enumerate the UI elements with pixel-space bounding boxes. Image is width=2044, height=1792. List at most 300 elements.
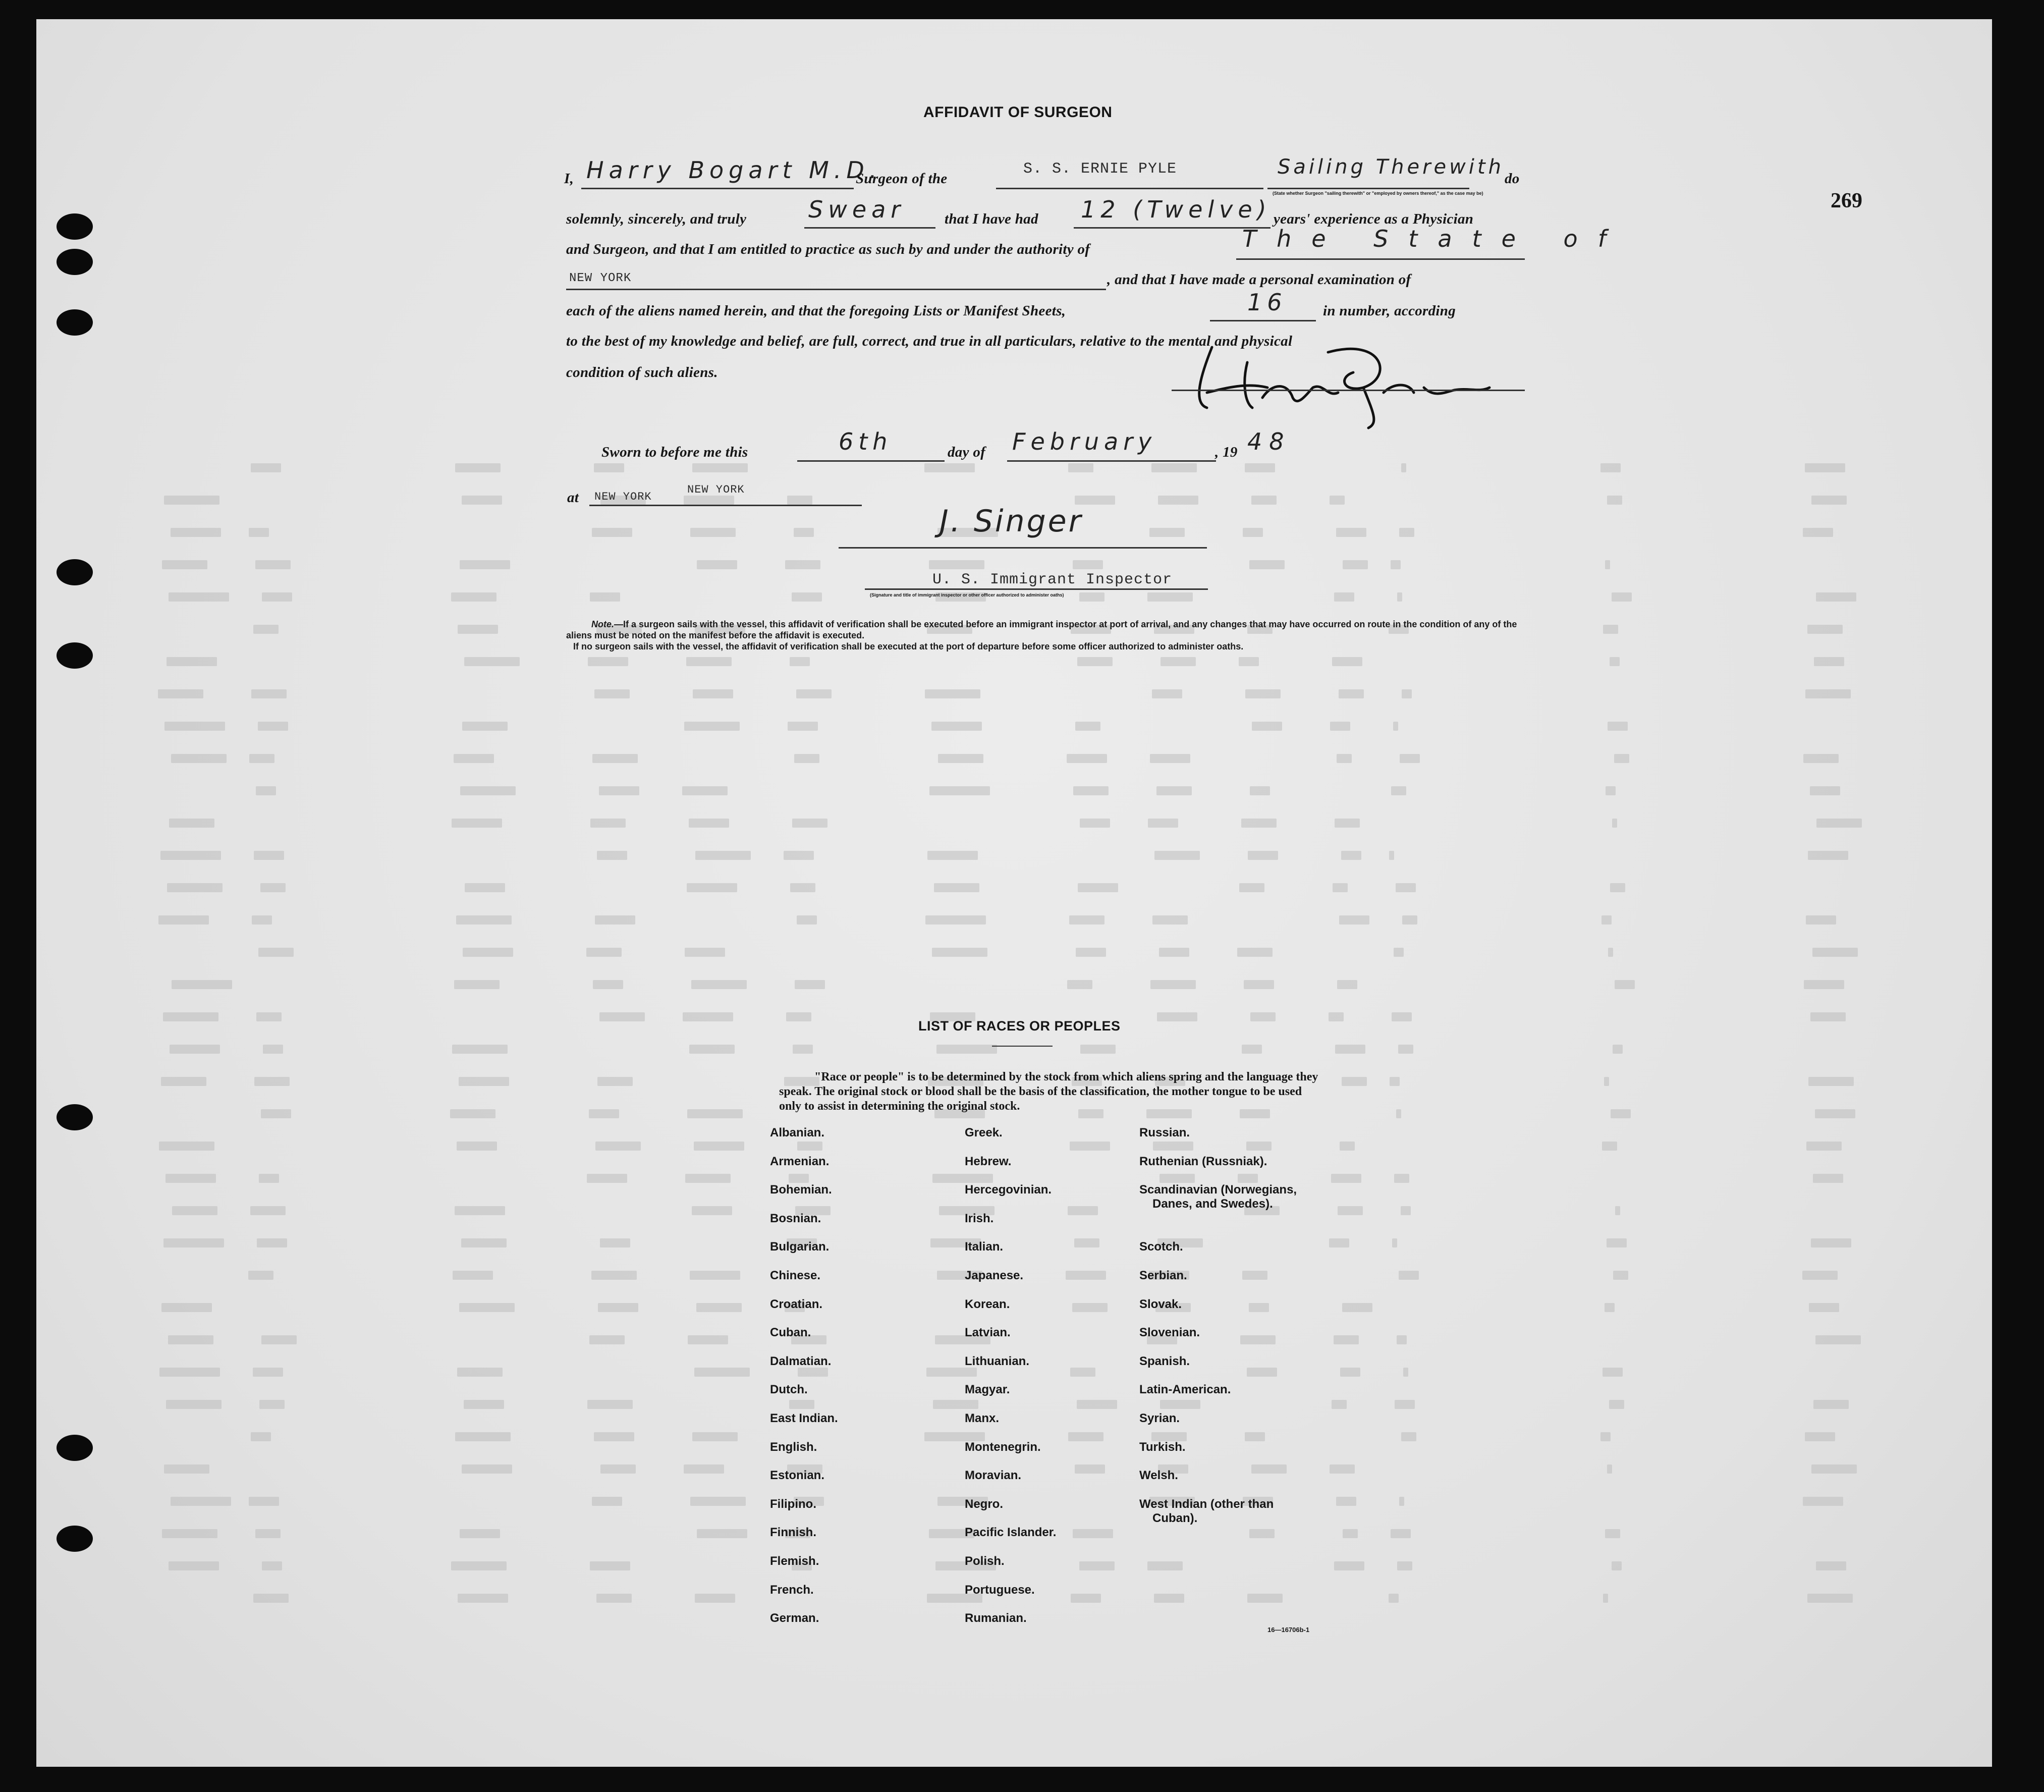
bleed-mark — [251, 689, 287, 698]
bleed-mark — [1237, 948, 1273, 957]
bleed-mark — [1150, 754, 1190, 763]
bleed-mark — [684, 496, 734, 505]
races-intro: "Race or people" is to be determined by the stock from which aliens spring and the language they speak. The original stock or blood shall be the basis of the classification, the mother tongue to be used only to assist in determining the original stock. — [779, 1070, 1318, 1113]
bleed-mark — [249, 528, 269, 537]
bleed-mark — [1810, 1012, 1846, 1021]
bleed-mark — [1806, 1142, 1842, 1151]
bleed-mark — [592, 528, 632, 537]
bleed-mark — [168, 1335, 213, 1344]
bleed-mark — [797, 915, 817, 925]
bleed-mark — [1612, 1561, 1622, 1570]
bleed-mark — [1241, 819, 1277, 828]
bleed-mark — [925, 915, 986, 925]
bleed-mark — [1604, 1077, 1609, 1086]
bleed-mark — [588, 657, 628, 666]
bleed-mark — [1391, 1529, 1411, 1538]
years-line — [1074, 227, 1270, 229]
bleed-mark — [1606, 786, 1616, 795]
bleed-mark — [1615, 1206, 1620, 1215]
binder-hole — [57, 559, 93, 585]
bleed-mark — [1245, 463, 1275, 472]
sworn-month: February — [1012, 428, 1157, 455]
surgeon-name-line — [581, 188, 854, 189]
binder-hole — [57, 1526, 93, 1552]
page-number: 269 — [1831, 189, 1862, 212]
bleed-mark — [163, 1238, 224, 1247]
bleed-mark — [1242, 1045, 1262, 1054]
bleed-mark — [1396, 1109, 1401, 1118]
bleed-mark — [158, 915, 209, 925]
bleed-mark — [598, 1303, 638, 1312]
inspector-signature: J. Singer — [940, 504, 1083, 539]
bleed-mark — [927, 851, 978, 860]
bleed-mark — [684, 1464, 724, 1474]
bleed-mark — [462, 1464, 512, 1474]
oath-line — [804, 227, 935, 229]
bleed-mark — [1807, 1594, 1853, 1603]
binder-hole — [57, 1435, 93, 1461]
bleed-mark — [161, 1303, 212, 1312]
bleed-mark — [1397, 1335, 1407, 1344]
bleed-mark — [692, 1206, 732, 1215]
race-entry: Portuguese. — [965, 1583, 1035, 1597]
bleed-mark — [254, 1077, 290, 1086]
race-entry: Montenegrin. — [965, 1440, 1041, 1454]
race-entry: Latin-American. — [1139, 1383, 1231, 1396]
race-entry: Flemish. — [770, 1554, 819, 1568]
bleed-mark — [1605, 1529, 1620, 1538]
bleed-mark — [692, 463, 748, 472]
bleed-mark — [594, 689, 630, 698]
affidavit-line4-suffix: , and that I have made a personal examination of — [1107, 271, 1411, 288]
bleed-mark — [169, 592, 229, 602]
bleed-mark — [586, 948, 622, 957]
bleed-mark — [1612, 819, 1617, 828]
bleed-mark — [462, 722, 508, 731]
bleed-mark — [600, 1238, 630, 1247]
bleed-mark — [1393, 722, 1398, 731]
bleed-mark — [258, 722, 288, 731]
bleed-mark — [1609, 1400, 1624, 1409]
bleed-mark — [1073, 786, 1109, 795]
bleed-mark — [693, 689, 733, 698]
bleed-mark — [1601, 915, 1612, 925]
bleed-mark — [162, 560, 207, 569]
bleed-mark — [685, 1174, 731, 1183]
bleed-mark — [171, 528, 221, 537]
inspector-title-line — [865, 588, 1208, 590]
bleed-mark — [1395, 1400, 1415, 1409]
bleed-mark — [1803, 528, 1833, 537]
bleed-mark — [590, 592, 620, 602]
bleed-mark — [592, 1497, 622, 1506]
bleed-mark — [1077, 657, 1113, 666]
bleed-mark — [458, 1594, 508, 1603]
race-entry: Russian. — [1139, 1126, 1190, 1139]
race-entry: Slovak. — [1139, 1297, 1182, 1311]
bleed-mark — [1245, 689, 1281, 698]
bleed-mark — [1248, 851, 1278, 860]
bleed-mark — [169, 1561, 219, 1570]
bleed-mark — [1607, 1238, 1627, 1247]
bleed-mark — [454, 980, 500, 989]
bleed-mark — [1389, 1594, 1399, 1603]
bleed-mark — [450, 1109, 495, 1118]
bleed-mark — [599, 1012, 645, 1021]
bleed-mark — [1613, 1045, 1623, 1054]
form-code: 16—16706b-1 — [1267, 1626, 1310, 1634]
bleed-mark — [261, 1335, 297, 1344]
bleed-mark — [1397, 1561, 1412, 1570]
bleed-mark — [1329, 1012, 1344, 1021]
races-title-rule — [992, 1046, 1053, 1047]
sworn-month-line — [1007, 460, 1216, 462]
bleed-mark — [1239, 657, 1259, 666]
bleed-mark — [696, 1303, 742, 1312]
bleed-mark — [934, 883, 979, 892]
bleed-mark — [1804, 980, 1844, 989]
bleed-mark — [1342, 1077, 1367, 1086]
bleed-mark — [261, 1109, 291, 1118]
bleed-mark — [249, 754, 274, 763]
bleed-mark — [691, 980, 747, 989]
binder-hole — [57, 1104, 93, 1130]
licensing-authority: The State of — [1242, 225, 1626, 252]
bleed-mark — [1814, 657, 1844, 666]
binder-hole — [57, 213, 93, 240]
bleed-mark — [785, 560, 820, 569]
race-entry: Armenian. — [770, 1154, 830, 1168]
race-entry: Syrian. — [1139, 1411, 1180, 1425]
bleed-mark — [1244, 980, 1274, 989]
race-entry: Chinese. — [770, 1269, 821, 1282]
race-entry: Estonian. — [770, 1469, 825, 1483]
bleed-mark — [1337, 754, 1352, 763]
bleed-mark — [1615, 980, 1635, 989]
bleed-mark — [786, 1012, 811, 1021]
bleed-mark — [1613, 1271, 1628, 1280]
bleed-mark — [465, 883, 505, 892]
bleed-mark — [253, 1594, 289, 1603]
bleed-mark — [1806, 915, 1836, 925]
affidavit-title: AFFIDAVIT OF SURGEON — [923, 104, 1113, 121]
affidavit-line1-prefix: I, — [564, 171, 574, 187]
bleed-mark — [1334, 592, 1354, 602]
bleed-mark — [787, 496, 812, 505]
surgeon-capacity: Sailing Therewith — [1278, 155, 1505, 179]
bleed-mark — [1803, 754, 1839, 763]
sworn-year: 48 — [1247, 428, 1291, 455]
bleed-mark — [1332, 657, 1362, 666]
bleed-mark — [590, 819, 626, 828]
race-entry: Hebrew. — [965, 1154, 1012, 1168]
affidavit-line2-mid: that I have had — [945, 211, 1038, 227]
race-entry: Japanese. — [965, 1269, 1024, 1282]
bleed-mark — [1803, 1497, 1843, 1506]
race-entry: Finnish. — [770, 1526, 816, 1540]
bleed-mark — [1158, 496, 1198, 505]
bleed-mark — [1816, 819, 1862, 828]
bleed-mark — [690, 1497, 746, 1506]
bleed-mark — [597, 851, 627, 860]
bleed-mark — [1605, 560, 1610, 569]
bleed-mark — [1080, 819, 1110, 828]
bleed-mark — [594, 1432, 634, 1441]
bleed-mark — [170, 1045, 220, 1054]
bleed-mark — [686, 657, 732, 666]
bleed-mark — [171, 1497, 231, 1506]
bleed-mark — [1151, 463, 1197, 472]
bleed-mark — [452, 819, 502, 828]
bleed-mark — [1397, 592, 1402, 602]
bleed-mark — [1813, 1174, 1843, 1183]
race-entry: Scotch. — [1139, 1240, 1183, 1254]
note-paragraph-2: If no surgeon sails with the vessel, the affidavit of verification shall be executed at the port of departure before some officer authorized to administer oaths. — [573, 641, 1244, 651]
bleed-mark — [1603, 1368, 1623, 1377]
bleed-mark — [596, 1594, 632, 1603]
race-entry: Rumanian. — [965, 1611, 1027, 1625]
bleed-mark — [164, 1464, 209, 1474]
bleed-mark — [1335, 1045, 1365, 1054]
bleed-mark — [595, 915, 635, 925]
bleed-mark — [1330, 496, 1345, 505]
race-entry: East Indian. — [770, 1411, 838, 1425]
bleed-mark — [1402, 689, 1412, 698]
bleed-mark — [159, 1142, 214, 1151]
bleed-mark — [795, 980, 825, 989]
bleed-mark — [1152, 915, 1188, 925]
bleed-mark — [1159, 948, 1189, 957]
bleed-mark — [687, 883, 737, 892]
bleed-mark — [1607, 1464, 1612, 1474]
bleed-mark — [1067, 980, 1092, 989]
bleed-mark — [1249, 560, 1285, 569]
bleed-mark — [461, 1238, 507, 1247]
bleed-mark — [256, 786, 276, 795]
affidavit-line1-mid: Surgeon of the — [856, 171, 948, 187]
bleed-mark — [164, 496, 219, 505]
race-entry: Spanish. — [1139, 1354, 1190, 1368]
bleed-mark — [460, 560, 510, 569]
bleed-mark — [1152, 689, 1182, 698]
bleed-mark — [1391, 560, 1401, 569]
bleed-mark — [459, 1077, 509, 1086]
race-entry: Serbian. — [1139, 1269, 1187, 1282]
bleed-mark — [591, 1271, 637, 1280]
capacity-note: (State whether Surgeon "sailing therewith" or "employed by owners thereof," as the case may be) — [1273, 191, 1483, 196]
bleed-mark — [1156, 786, 1192, 795]
bleed-mark — [689, 1045, 735, 1054]
bleed-mark — [1250, 1012, 1276, 1021]
bleed-mark — [589, 1335, 625, 1344]
bleed-mark — [254, 851, 284, 860]
bleed-mark — [251, 1432, 271, 1441]
bleed-mark — [256, 1012, 282, 1021]
bleed-mark — [932, 948, 987, 957]
bleed-mark — [687, 1109, 743, 1118]
affidavit-line1-suffix: do — [1505, 171, 1520, 187]
bleed-mark — [1399, 528, 1414, 537]
bleed-mark — [1809, 1303, 1839, 1312]
race-entry: Dalmatian. — [770, 1354, 832, 1368]
bleed-mark — [1069, 915, 1104, 925]
affidavit-line5-prefix: each of the aliens named herein, and that the foregoing Lists or Manifest Sheets, — [566, 303, 1066, 319]
binder-hole — [57, 309, 93, 336]
race-entry: German. — [770, 1611, 819, 1625]
bleed-mark — [464, 1400, 504, 1409]
bleed-mark — [1400, 754, 1420, 763]
bleed-mark — [784, 851, 814, 860]
bleed-mark — [1816, 592, 1856, 602]
race-entry: Turkish. — [1139, 1440, 1186, 1454]
bleed-mark — [464, 657, 520, 666]
bleed-mark — [792, 592, 822, 602]
ship-line — [996, 188, 1263, 189]
races-column-1 — [770, 1126, 952, 1646]
bleed-mark — [593, 980, 623, 989]
place-city: NEW YORK — [594, 491, 652, 503]
race-entry: Bosnian. — [770, 1211, 821, 1225]
bleed-mark — [164, 722, 225, 731]
bleed-mark — [1600, 1432, 1611, 1441]
bleed-mark — [459, 1303, 515, 1312]
affidavit-line2-suffix: years' experience as a Physician — [1274, 211, 1474, 227]
bleed-mark — [592, 754, 638, 763]
bleed-mark — [1805, 689, 1851, 698]
races-title: LIST OF RACES OR PEOPLES — [918, 1018, 1121, 1034]
sworn-year-prefix: , 19 — [1215, 444, 1238, 460]
affidavit-line3-prefix: and Surgeon, and that I am entitled to practice as such by and under the authority of — [566, 241, 1090, 257]
oath-word: Swear — [808, 196, 906, 223]
bleed-mark — [463, 948, 513, 957]
bleed-mark — [257, 1238, 287, 1247]
affidavit-line5-suffix: in number, according — [1323, 303, 1456, 319]
bleed-mark — [166, 1400, 222, 1409]
bleed-mark — [597, 1077, 633, 1086]
race-entry: Moravian. — [965, 1469, 1022, 1483]
bleed-mark — [462, 496, 502, 505]
bleed-mark — [1335, 819, 1360, 828]
bleed-mark — [690, 1271, 740, 1280]
race-entry: Latvian. — [965, 1326, 1011, 1340]
bleed-mark — [169, 819, 214, 828]
bleed-mark — [936, 1045, 997, 1054]
sworn-day: 6th — [839, 428, 893, 455]
authority-line — [1236, 258, 1525, 260]
bleed-mark — [1808, 1077, 1854, 1086]
bleed-mark — [1399, 1497, 1404, 1506]
ship-name: S. S. ERNIE PYLE — [1023, 160, 1177, 178]
race-entry: Ruthenian (Russniak). — [1139, 1154, 1267, 1168]
race-entry: Bohemian. — [770, 1183, 832, 1197]
bleed-mark — [1239, 883, 1264, 892]
bleed-mark — [457, 1368, 503, 1377]
bleed-mark — [796, 689, 832, 698]
bleed-mark — [925, 689, 980, 698]
bleed-mark — [697, 560, 737, 569]
bleed-mark — [1148, 819, 1178, 828]
bleed-mark — [1812, 948, 1858, 957]
bleed-mark — [161, 1077, 206, 1086]
bleed-mark — [1389, 851, 1394, 860]
bleed-mark — [694, 1368, 750, 1377]
bleed-mark — [1390, 1077, 1400, 1086]
bleed-mark — [688, 1335, 728, 1344]
bleed-mark — [1401, 463, 1406, 472]
bleed-mark — [1398, 1045, 1413, 1054]
bleed-mark — [172, 1206, 217, 1215]
bleed-mark — [1149, 528, 1185, 537]
bleed-mark — [1614, 754, 1629, 763]
race-entry: Magyar. — [965, 1383, 1010, 1397]
bleed-mark — [1611, 1109, 1631, 1118]
affidavit-line2-prefix: solemnly, sincerely, and truly — [566, 211, 747, 227]
bleed-mark — [1343, 560, 1368, 569]
bleed-mark — [1330, 722, 1350, 731]
capacity-line — [1267, 188, 1469, 189]
bleed-mark — [252, 915, 272, 925]
race-entry: Irish. — [965, 1211, 994, 1225]
bleed-mark — [689, 819, 729, 828]
bleed-mark — [451, 1561, 507, 1570]
bleed-mark — [160, 851, 221, 860]
bleed-mark — [1401, 1432, 1416, 1441]
sworn-prefix: Sworn to before me this — [601, 444, 748, 460]
bleed-mark — [1607, 496, 1622, 505]
bleed-mark — [790, 657, 810, 666]
bleed-mark — [1600, 463, 1621, 472]
bleed-mark — [262, 1561, 282, 1570]
bleed-mark — [1080, 1045, 1116, 1054]
bleed-mark — [794, 754, 819, 763]
binder-hole — [57, 249, 93, 275]
bleed-mark — [1341, 851, 1361, 860]
bleed-mark — [1250, 786, 1270, 795]
bleed-mark — [159, 1368, 220, 1377]
bleed-mark — [258, 948, 294, 957]
bleed-mark — [1339, 689, 1364, 698]
bleed-mark — [697, 1529, 747, 1538]
bleed-mark — [595, 1142, 641, 1151]
bleed-mark — [1337, 980, 1357, 989]
bleed-mark — [1252, 722, 1282, 731]
bleed-mark — [690, 528, 736, 537]
bleed-mark — [1078, 883, 1118, 892]
bleed-mark — [1610, 883, 1625, 892]
bleed-mark — [260, 883, 286, 892]
bleed-mark — [792, 819, 827, 828]
bleed-mark — [458, 625, 498, 634]
bleed-mark — [453, 1271, 493, 1280]
bleed-mark — [1805, 463, 1845, 472]
place-line — [589, 505, 862, 506]
race-entry: Italian. — [965, 1240, 1004, 1254]
bleed-mark — [1603, 625, 1618, 634]
bleed-mark — [259, 1400, 285, 1409]
years-experience: 12 (Twelve) — [1081, 196, 1272, 223]
bleed-mark — [1157, 1012, 1197, 1021]
bleed-mark — [589, 1109, 619, 1118]
bleed-mark — [1394, 948, 1404, 957]
sworn-day-line — [797, 460, 945, 462]
bleed-mark — [455, 1206, 505, 1215]
place-state: NEW YORK — [687, 483, 745, 496]
bleed-mark — [599, 786, 639, 795]
at-prefix: at — [567, 490, 579, 506]
bleed-mark — [1608, 948, 1613, 957]
manifest-sheet-count: 16 — [1247, 289, 1287, 316]
bleed-mark — [684, 722, 740, 731]
